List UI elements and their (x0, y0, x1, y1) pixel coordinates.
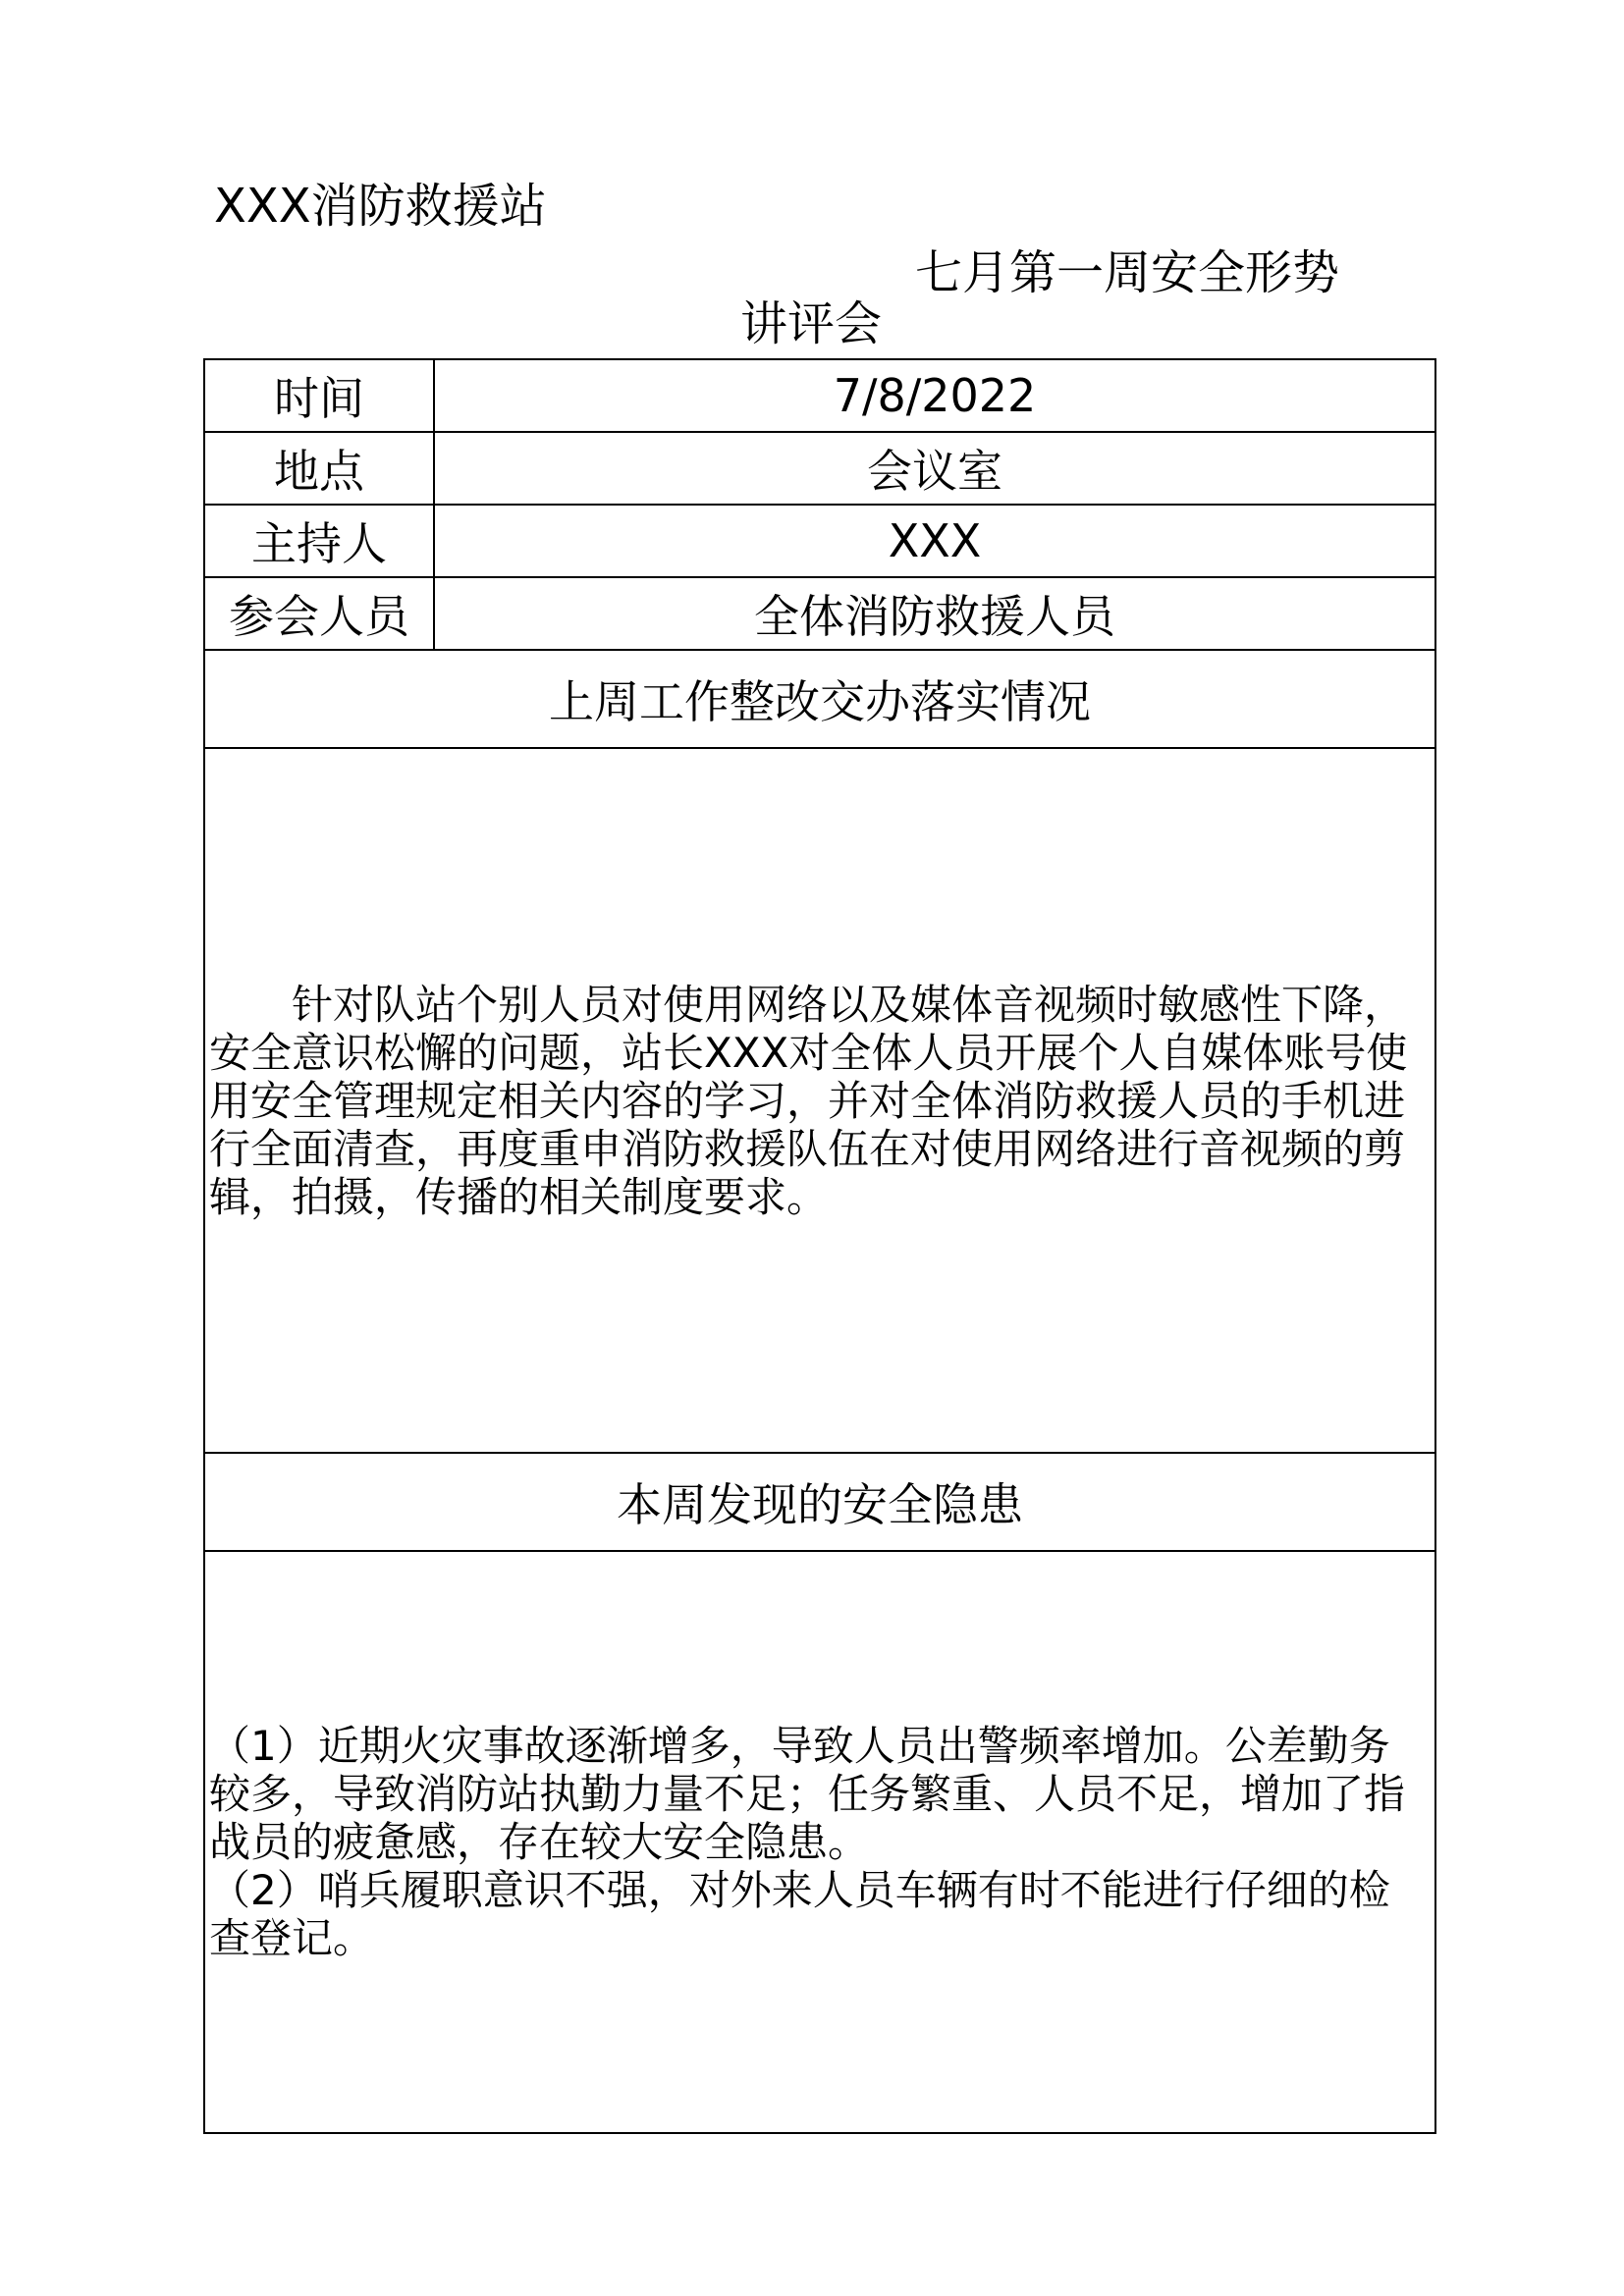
section1-paragraph: 针对队站个别人员对使用网络以及媒体音视频时敏感性下降，安全意识松懈的问题，站长XXX对全体人员开展个人自媒体账号使用安全管理规定相关内容的学习，并对全体消防救援人员的手机进行全面清查，再度重申消防救援队伍在对使用网络进行音视频的剪辑，拍摄，传播的相关制度要求。 (209, 980, 1408, 1221)
table-row-attendees (204, 577, 1435, 650)
section1-body (204, 748, 1435, 1453)
table-row-host (204, 505, 1435, 577)
location-label: 地点 (204, 432, 434, 505)
table-row-section1-header (204, 650, 1435, 748)
section2-body (204, 1551, 1435, 2133)
host-value: XXX (434, 505, 1435, 577)
organization-name: XXX消防救援站 (214, 179, 547, 234)
hazard-item-1: （1）近期火灾事故逐渐增多，导致人员出警频率增加。公差勤务较多，导致消防站执勤力量不足；任务繁重、人员不足，增加了指战员的疲惫感，存在较大安全隐患。 (209, 1722, 1406, 1866)
table-row-section2-body (204, 1551, 1435, 2133)
time-label: 时间 (204, 359, 434, 432)
table-row-section2-header (204, 1453, 1435, 1551)
attendees-label: 参会人员 (204, 577, 434, 650)
section1-title: 上周工作整改交办落实情况 (204, 650, 1435, 748)
table-row-time (204, 359, 1435, 432)
table-row-location (204, 432, 1435, 505)
location-value: 会议室 (434, 432, 1435, 505)
meeting-record-table (203, 358, 1436, 2134)
hazard-item-2: （2）哨兵履职意识不强，对外来人员车辆有时不能进行仔细的检查登记。 (209, 1866, 1390, 1962)
attendees-value: 全体消防救援人员 (434, 577, 1435, 650)
host-label: 主持人 (204, 505, 434, 577)
time-value: 7/8/2022 (434, 359, 1435, 432)
table-row-section1-body (204, 748, 1435, 1453)
section2-title: 本周发现的安全隐患 (204, 1453, 1435, 1551)
document-title-line2: 讲评会 (740, 296, 883, 351)
document-title-line1: 七月第一周安全形势 (915, 245, 1340, 300)
